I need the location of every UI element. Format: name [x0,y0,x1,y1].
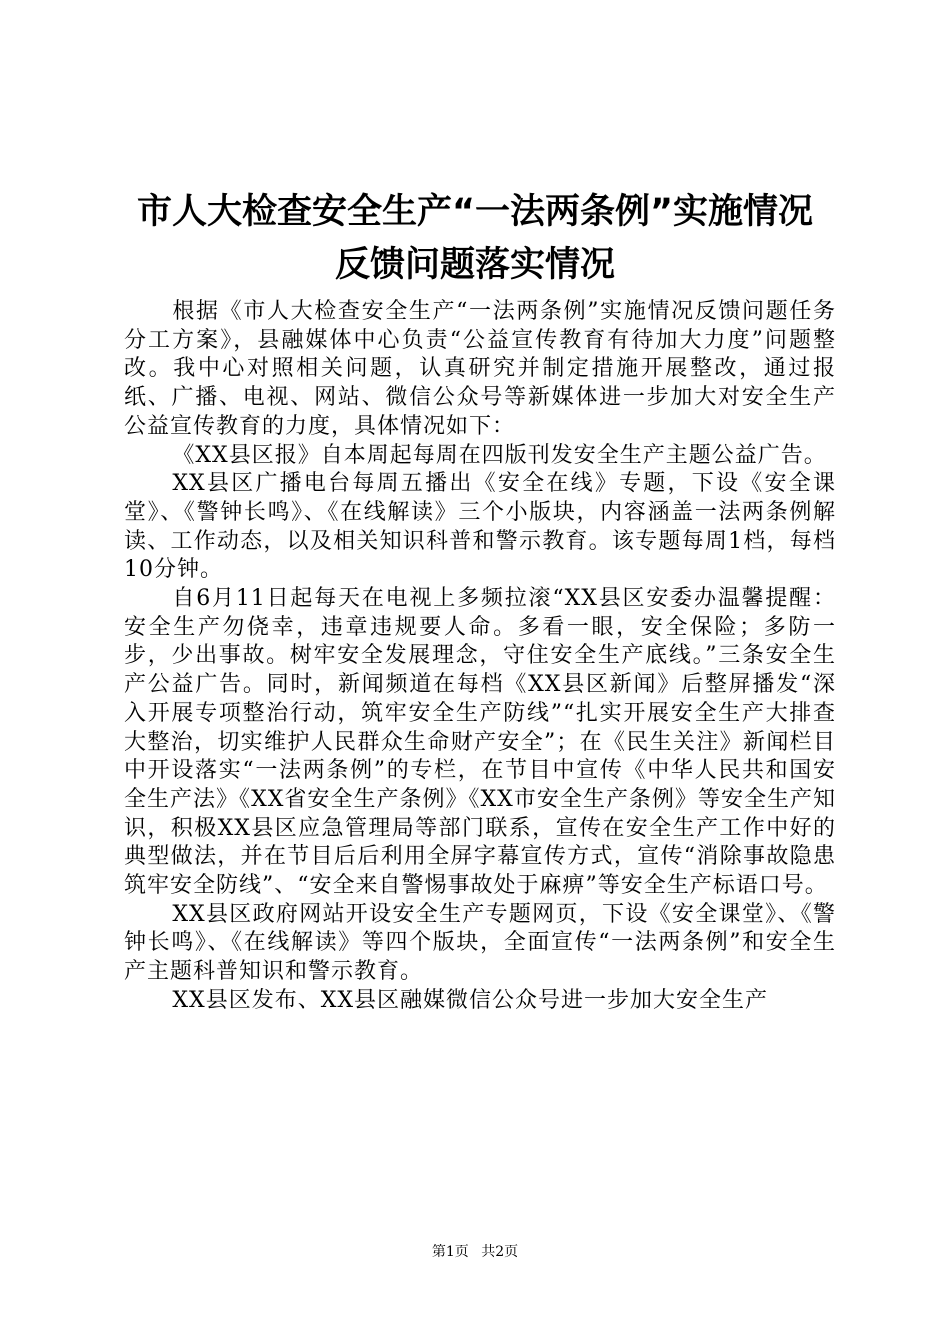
paragraph-newspaper: 《XX县区报》自本周起每周在四版刊发安全生产主题公益广告。 [172,442,827,468]
document-body [124,298,836,1016]
page-footer [0,1242,950,1262]
page-number-current: 第1页 [431,1244,469,1260]
document-title-line-1: 市人大检查安全生产“一法两条例”实施情况 [136,192,813,232]
paragraph-radio: XX县区广播电台每周五播出《安全在线》专题，下设《安全课堂》、《警钟长鸣》、《在线解读》三个小版块，内容涵盖一法两条例解读、工作动态，以及相关知识科普和警示教育。该专题每周1档，每档10分钟。 [124,471,836,583]
document-title-line-2: 反馈问题落实情况 [334,245,615,285]
paragraph-television: 自6月11日起每天在电视上多频拉滚“XX县区安委办温馨提醒：安全生产勿侥幸，违章违规要人命。多看一眼，安全保险；多防一步，少出事故。树牢安全发展理念，守住安全生产底线。”三条安全生产公益广告。同时，新闻频道在每档《XX县区新闻》后整屏播发“深入开展专项整治行动，筑牢安全生产防线”“扎实开展安全生产大排查大整治，切实维护人民群众生命财产安全”；在《民生关注》新闻栏目中开设落实“一法两条例”的专栏，在节目中宣传《中华人民共和国安全生产法》《XX省安全生产条例》《XX市安全生产条例》等安全生产知识，积极XX县区应急管理局等部门联系，宣传在安全生产工作中好的典型做法，并在节目后后利用全屏字幕宣传方式，宣传“消除事故隐患筑牢安全防线”、“安全来自警惕事故处于麻痹”等安全生产标语口号。 [124,586,836,899]
paragraph-intro: 根据《市人大检查安全生产“一法两条例”实施情况反馈问题任务分工方案》，县融媒体中心负责“公益宣传教育有待加大力度”问题整改。我中心对照相关问题，认真研究并制定措施开展整改，通过报纸、广播、电视、网站、微信公众号等新媒体进一步加大对安全生产公益宣传教育的力度，具体情况如下： [124,299,836,439]
paragraph-wechat: XX县区发布、XX县区融媒微信公众号进一步加大安全生产 [172,987,769,1013]
page-number-total: 共2页 [481,1244,519,1260]
paragraph-website: XX县区政府网站开设安全生产专题网页，下设《安全课堂》、《警钟长鸣》、《在线解读》等四个版块，全面宣传“一法两条例”和安全生产主题科普知识和警示教育。 [124,901,836,985]
